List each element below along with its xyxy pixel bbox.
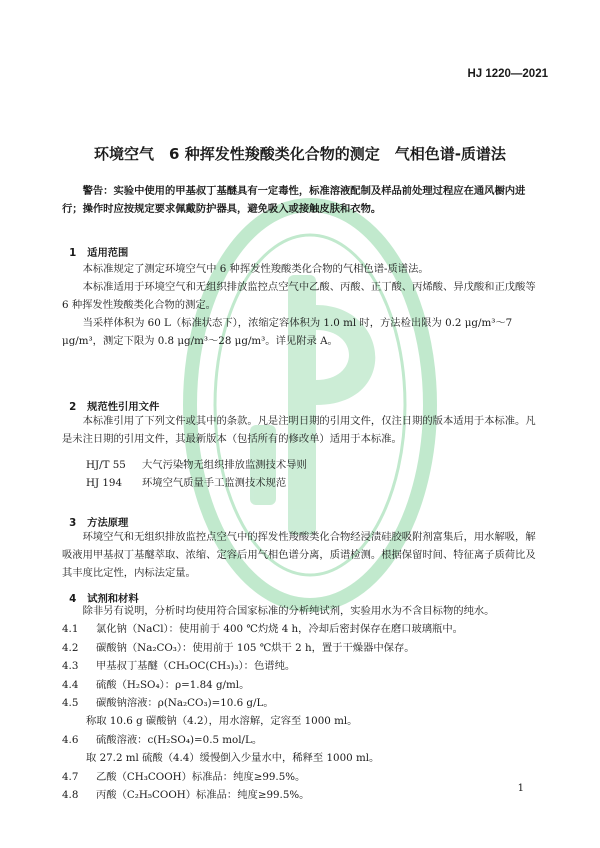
paragraph: 本标准引用了下列文件或其中的条款。凡是注明日期的引用文件，仅注日期的版本适用于本标准。凡是未注日期的引用文件，其最新版本（包括所有的修改单）适用于本标准。 [62,415,536,445]
reference-row [62,456,542,474]
warning-text: 警告：实验中使用的甲基叔丁基醚具有一定毒性，标准溶液配制及样品前处理过程应在通风橱内进行；操作时应按规定要求佩戴防护器具，避免吸入或接触皮肤和衣物。 [62,185,526,215]
paragraph: 当采样体积为 60 L（标准状态下），浓缩定容体积为 1.0 ml 时，方法检出限为 0.2 μg/m³～7 μg/m³，测定下限为 0.8 μg/m³～28 μg/m³。详见附录 A。 [62,317,513,347]
item-text: 氯化钠（NaCl）：使用前于 400 ℃灼烧 4 h，冷却后密封保存在磨口玻璃瓶中。 [96,623,463,636]
list-item [62,731,542,749]
item-number: 4.6 [62,733,79,746]
item-text: 乙酸（CH₃COOH）标准品：纯度≥99.5%。 [96,770,306,783]
item-number: 4.7 [62,770,79,783]
item-subtext: 取 27.2 ml 硫酸（4.4）缓慢倒入少量水中，稀释至 1000 ml。 [86,752,380,765]
list-item [62,694,542,712]
section-number: 2 [69,401,77,413]
paragraph: 环境空气和无组织排放监控点空气中的挥发性羧酸类化合物经浸渍硅胶吸附剂富集后，用水解吸，解吸液用甲基叔丁基醚萃取、浓缩、定容后用气相色谱分离，质谱检测。根据保留时间、特征离子质荷比及其丰度比定性，内标法定量。 [62,531,536,579]
reference-name: 大气污染物无组织排放监测技术导则 [142,459,307,471]
page-number: 1 [517,783,524,794]
item-text: 丙酸（C₂H₅COOH）标准品：纯度≥99.5%。 [96,789,310,802]
item-number: 4.1 [62,623,79,636]
section-number: 3 [69,517,77,529]
section-title: 适用范围 [87,247,129,259]
reference-code: HJ 194 [86,477,123,489]
item-text: 硫酸（H₂SO₄）：ρ=1.84 g/ml。 [96,678,250,691]
list-item [62,657,542,675]
document-title: 环境空气 6 种挥发性羧酸类化合物的测定 气相色谱-质谱法 [94,145,506,163]
section-1-heading [62,232,128,259]
section-title: 方法原理 [87,517,129,529]
item-number: 4.8 [62,789,79,802]
section-4-body [62,602,542,804]
section-3-body [62,528,542,582]
section-4-heading [62,578,139,605]
item-subtext: 称取 10.6 g 碳酸钠（4.2），用水溶解，定容至 1000 ml。 [86,715,358,728]
reference-row [62,474,542,492]
item-text: 碳酸钠（Na₂CO₃）：使用前于 105 ℃烘干 2 h，置于干燥器中保存。 [96,641,415,654]
list-item [62,676,542,694]
list-item [62,620,542,638]
item-number: 4.2 [62,641,79,654]
paragraph: 除非另有说明，分析时均使用符合国家标准的分析纯试剂，实验用水为不含目标物的纯水。 [82,605,495,617]
section-title: 规范性引用文件 [87,401,160,413]
section-number: 4 [69,593,77,605]
item-text: 硫酸溶液：c(H₂SO₄)=0.5 mol/L。 [96,733,263,746]
item-number: 4.4 [62,678,79,691]
item-number: 4.3 [62,660,79,673]
section-2-body [62,412,542,492]
list-item [62,639,542,657]
section-1-body [62,260,542,350]
section-title: 试剂和材料 [87,593,139,605]
section-2-heading [62,386,159,413]
item-number: 4.5 [62,697,79,710]
standard-code: HJ 1220—2021 [467,68,548,80]
list-item [62,786,542,804]
section-number: 1 [69,247,77,259]
paragraph: 本标准适用于环境空气和无组织排放监控点空气中乙酸、丙酸、正丁酸、丙烯酸、异戊酸和正戊酸等 6 种挥发性羧酸类化合物的测定。 [62,281,536,311]
section-3-heading [62,502,128,529]
list-item [62,768,542,786]
item-text: 甲基叔丁基醚（CH₃OC(CH₃)₃）：色谱纯。 [96,660,296,673]
reference-code: HJ/T 55 [86,459,126,471]
reference-name: 环境空气质量手工监测技术规范 [142,477,287,489]
paragraph: 本标准规定了测定环境空气中 6 种挥发性羧酸类化合物的气相色谱-质谱法。 [82,263,429,275]
item-text: 碳酸钠溶液：ρ(Na₂CO₃)=10.6 g/L。 [96,697,274,710]
